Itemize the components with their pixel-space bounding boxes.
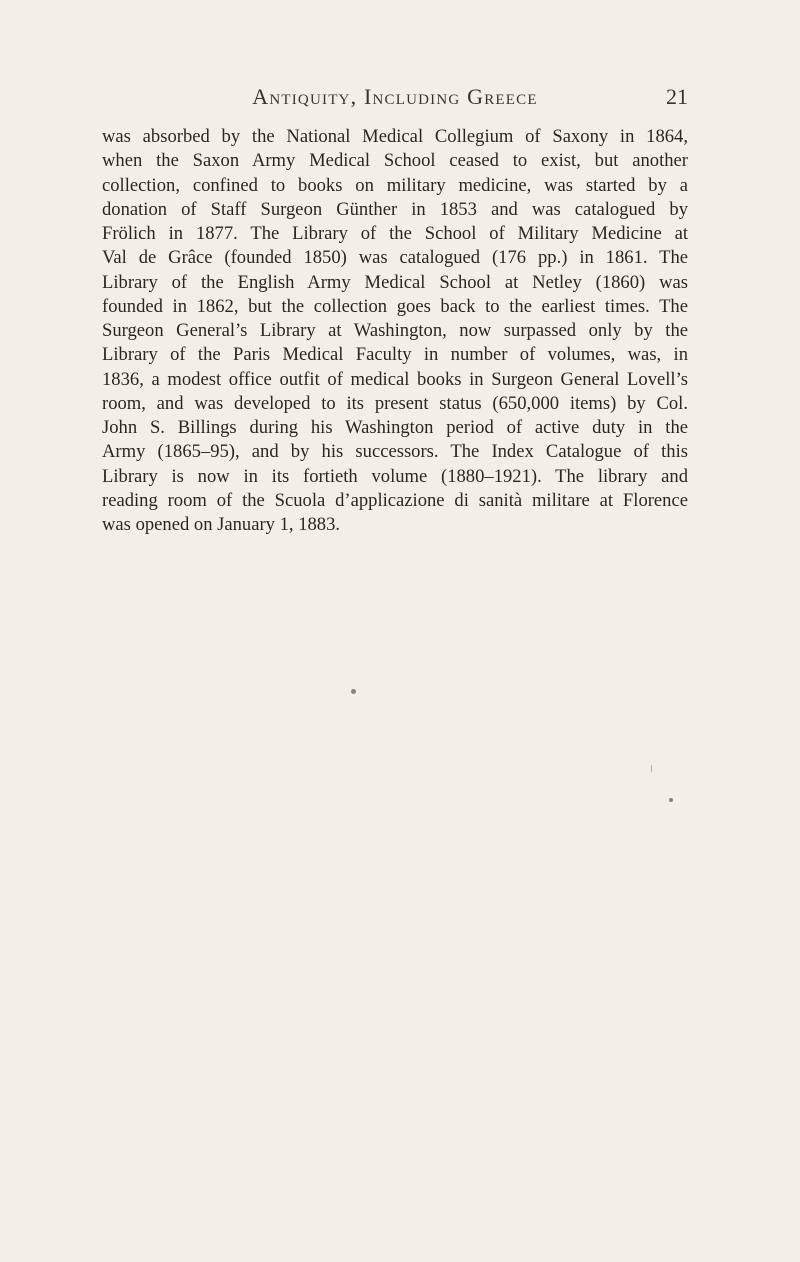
text-line: donation of Staff Surgeon Günther in 1853 and was catalogued by [102,198,688,220]
text-line: 1836, a modest office outfit of medical books in Surgeon General Lovell’s [102,368,688,390]
text-line: room, and was developed to its present status (650,000 items) by Col. [102,392,688,414]
paper-speck [651,765,652,772]
body-paragraph [102,125,688,537]
text-line: Surgeon General’s Library at Washington, now surpassed only by the [102,320,688,341]
text-line: founded in 1862, but the collection goes back to the earliest times. The [102,295,688,317]
text-line: was absorbed by the National Medical Collegium of Saxony in 1864, [102,126,688,147]
text-line: Library of the Paris Medical Faculty in number of volumes, was, in [102,344,688,366]
paper-speck [669,798,673,802]
text-line: Val de Grâce (founded 1850) was catalogued (176 pp.) in 1861. The [102,247,688,269]
running-header [102,82,688,112]
text-line: Library is now in its fortieth volume (1880–1921). The library and [102,465,688,487]
text-line: reading room of the Scuola d’applicazione di sanità militare at Florence [102,489,688,511]
text-line: Frölich in 1877. The Library of the School of Military Medicine at [102,223,688,244]
text-line: was opened on January 1, 1883. [102,514,341,535]
text-line: collection, confined to books on military medicine, was started by a [102,174,688,196]
text-line: when the Saxon Army Medical School ceased to exist, but another [102,150,688,172]
page-number: 21 [666,84,688,109]
text-line: John S. Billings during his Washington period of active duty in the [102,417,688,438]
paper-speck [351,689,356,694]
text-line: Library of the English Army Medical School at Netley (1860) was [102,271,688,293]
running-title: Antiquity, Including Greece [252,84,538,109]
text-line: Army (1865–95), and by his successors. The Index Catalogue of this [102,441,688,463]
